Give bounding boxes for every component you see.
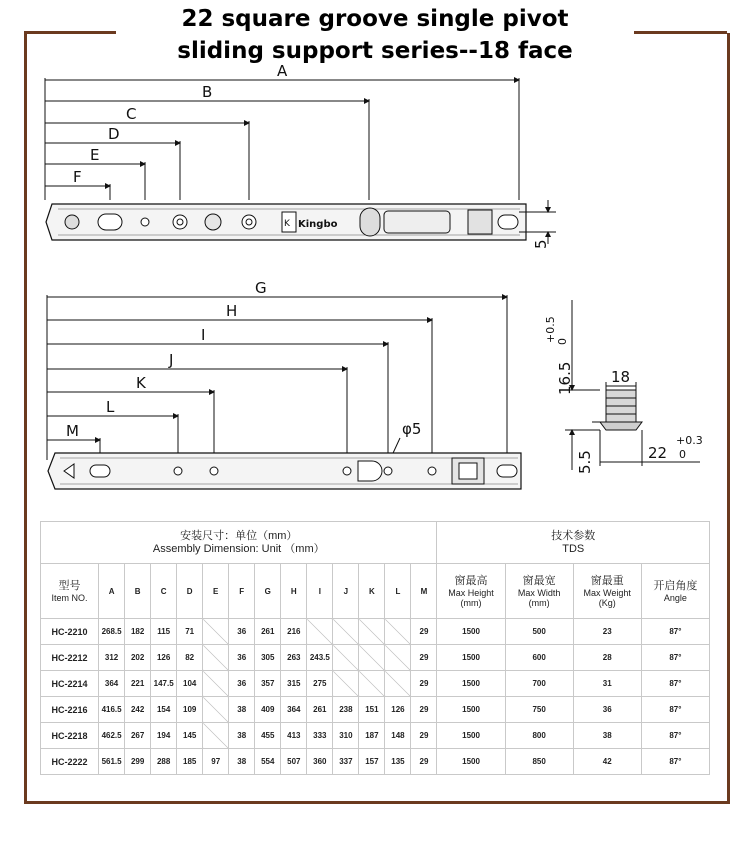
cell-height: 1500 (437, 671, 505, 697)
max-width-zh: 窗最宽 (522, 574, 556, 587)
cell-height: 1500 (437, 697, 505, 723)
dim-label-b: B (202, 83, 213, 101)
profile-base-width-label: 22 (648, 444, 668, 462)
cell-k (359, 645, 385, 671)
col-header-g: G (255, 564, 281, 619)
cell-c: 154 (151, 697, 177, 723)
cell-a: 416.5 (99, 697, 125, 723)
cell-item: HC-2212 (41, 645, 99, 671)
spec-table-body (41, 619, 710, 775)
cell-g: 554 (255, 749, 281, 775)
cell-height: 1500 (437, 645, 505, 671)
tds-header-zh: 技术参数 (551, 529, 596, 542)
cell-f: 38 (229, 697, 255, 723)
dim-label-side-5: 5 (532, 239, 550, 249)
cell-i (307, 619, 333, 645)
cell-g: 261 (255, 619, 281, 645)
angle-en: Angle (663, 592, 687, 603)
max-weight-header (573, 564, 641, 619)
cell-d: 109 (177, 697, 203, 723)
cell-k (359, 671, 385, 697)
table-row (41, 749, 710, 775)
cell-c: 288 (151, 749, 177, 775)
col-header-h: H (281, 564, 307, 619)
cell-m: 29 (411, 697, 437, 723)
cell-h: 263 (281, 645, 307, 671)
col-header-k: K (359, 564, 385, 619)
cell-c: 126 (151, 645, 177, 671)
cell-angle: 87° (641, 723, 709, 749)
cell-b: 202 (125, 645, 151, 671)
cell-m: 29 (411, 645, 437, 671)
cell-weight: 31 (573, 671, 641, 697)
cell-item: HC-2222 (41, 749, 99, 775)
cell-b: 221 (125, 671, 151, 697)
dim-label-c: C (126, 105, 137, 123)
cell-h: 315 (281, 671, 307, 697)
cell-j: 337 (333, 749, 359, 775)
col-header-b: B (125, 564, 151, 619)
max-width-en: Max Width (517, 587, 561, 598)
top-rail (46, 204, 526, 240)
cell-a: 268.5 (99, 619, 125, 645)
col-header-j: J (333, 564, 359, 619)
cell-k: 187 (359, 723, 385, 749)
dim-label-k: K (136, 374, 146, 392)
dim-label-i: I (201, 326, 206, 344)
column-header-row (41, 564, 710, 619)
dim-label-d: D (108, 125, 120, 143)
cell-angle: 87° (641, 749, 709, 775)
cell-b: 267 (125, 723, 151, 749)
cell-l: 135 (385, 749, 411, 775)
cell-m: 29 (411, 749, 437, 775)
cell-i: 360 (307, 749, 333, 775)
cell-item: HC-2218 (41, 723, 99, 749)
cell-angle: 87° (641, 645, 709, 671)
cell-width: 500 (505, 619, 573, 645)
tds-header (437, 522, 710, 564)
col-header-a: A (99, 564, 125, 619)
hole-diameter-label: φ5 (402, 420, 422, 438)
cell-weight: 23 (573, 619, 641, 645)
cell-angle: 87° (641, 671, 709, 697)
col-header-m: M (411, 564, 437, 619)
cell-width: 800 (505, 723, 573, 749)
cell-f: 38 (229, 749, 255, 775)
dim-label-f: F (73, 168, 82, 186)
tds-header-en: TDS (562, 542, 585, 555)
cell-d: 145 (177, 723, 203, 749)
title-line-1: 22 square groove single pivot (181, 6, 569, 32)
cell-j (333, 671, 359, 697)
cell-j (333, 619, 359, 645)
col-header-c: C (151, 564, 177, 619)
cell-height: 1500 (437, 619, 505, 645)
spec-table (40, 521, 710, 775)
angle-header (641, 564, 709, 619)
cell-h: 364 (281, 697, 307, 723)
cell-a: 561.5 (99, 749, 125, 775)
cell-g: 305 (255, 645, 281, 671)
cell-b: 299 (125, 749, 151, 775)
cell-c: 147.5 (151, 671, 177, 697)
table-row (41, 671, 710, 697)
cell-j: 238 (333, 697, 359, 723)
cell-i: 275 (307, 671, 333, 697)
cell-weight: 38 (573, 723, 641, 749)
cell-h: 216 (281, 619, 307, 645)
brand-label: Kingbo (298, 219, 338, 230)
cell-height: 1500 (437, 723, 505, 749)
cell-f: 36 (229, 645, 255, 671)
cell-item: HC-2214 (41, 671, 99, 697)
cell-k (359, 619, 385, 645)
max-height-unit: (mm) (460, 597, 482, 608)
cell-i: 333 (307, 723, 333, 749)
cell-j: 310 (333, 723, 359, 749)
cell-a: 462.5 (99, 723, 125, 749)
col-header-f: F (229, 564, 255, 619)
item-header-zh: 型号 (58, 579, 81, 592)
dim-label-m: M (66, 422, 79, 440)
cell-f: 36 (229, 671, 255, 697)
cell-item: HC-2216 (41, 697, 99, 723)
cell-e (203, 697, 229, 723)
cell-m: 29 (411, 671, 437, 697)
cell-e (203, 619, 229, 645)
cell-width: 700 (505, 671, 573, 697)
max-width-header (505, 564, 573, 619)
col-header-i: I (307, 564, 333, 619)
cell-h: 413 (281, 723, 307, 749)
cell-width: 600 (505, 645, 573, 671)
cell-width: 850 (505, 749, 573, 775)
cell-e (203, 723, 229, 749)
max-height-zh: 窗最高 (454, 574, 488, 587)
cell-angle: 87° (641, 619, 709, 645)
col-header-l: L (385, 564, 411, 619)
cell-height: 1500 (437, 749, 505, 775)
cell-b: 242 (125, 697, 151, 723)
dim-label-a: A (277, 62, 288, 80)
cell-e (203, 645, 229, 671)
col-header-d: D (177, 564, 203, 619)
dim-label-l: L (106, 398, 115, 416)
cell-f: 36 (229, 619, 255, 645)
svg-text:K: K (284, 219, 290, 229)
cell-item: HC-2210 (41, 619, 99, 645)
max-height-header (437, 564, 505, 619)
cell-width: 750 (505, 697, 573, 723)
bottom-dimension-lines (47, 295, 507, 460)
max-height-en: Max Height (448, 587, 494, 598)
cell-a: 364 (99, 671, 125, 697)
cell-d: 104 (177, 671, 203, 697)
cell-weight: 42 (573, 749, 641, 775)
item-header-en: Item NO. (51, 592, 88, 603)
cell-c: 115 (151, 619, 177, 645)
item-header (41, 564, 99, 619)
cell-g: 409 (255, 697, 281, 723)
cell-g: 357 (255, 671, 281, 697)
profile-base-tol-plus: +0.3 (676, 434, 703, 447)
cell-h: 507 (281, 749, 307, 775)
cell-m: 29 (411, 619, 437, 645)
cell-l (385, 671, 411, 697)
max-weight-en: Max Weight (583, 587, 631, 598)
cell-d: 71 (177, 619, 203, 645)
dim-label-j: J (169, 351, 174, 369)
cell-i: 261 (307, 697, 333, 723)
bottom-rail (48, 453, 521, 489)
cell-k: 157 (359, 749, 385, 775)
table-row (41, 723, 710, 749)
cell-g: 455 (255, 723, 281, 749)
cell-l (385, 619, 411, 645)
profile-height-label: 16.5 (556, 361, 574, 395)
dim-label-e: E (90, 146, 100, 164)
profile-base-tol-zero: 0 (679, 448, 686, 461)
profile-height-tol-zero: 0 (556, 338, 569, 345)
profile-base-height-label: 5.5 (576, 450, 594, 474)
assembly-header (41, 522, 437, 564)
dim-label-h: H (226, 302, 238, 320)
cell-weight: 36 (573, 697, 641, 723)
cell-l: 126 (385, 697, 411, 723)
table-row (41, 645, 710, 671)
table-row (41, 619, 710, 645)
cell-f: 38 (229, 723, 255, 749)
cell-l: 148 (385, 723, 411, 749)
cell-e: 97 (203, 749, 229, 775)
cell-e (203, 671, 229, 697)
cell-b: 182 (125, 619, 151, 645)
title-line-2: sliding support series--18 face (177, 38, 573, 64)
col-header-e: E (203, 564, 229, 619)
cell-k: 151 (359, 697, 385, 723)
cell-weight: 28 (573, 645, 641, 671)
dim-label-g: G (255, 279, 267, 297)
cell-i: 243.5 (307, 645, 333, 671)
max-weight-unit: (Kg) (598, 597, 616, 608)
max-width-unit: (mm) (528, 597, 550, 608)
cell-d: 82 (177, 645, 203, 671)
assembly-header-zh: 安装尺寸：单位（mm） (180, 529, 298, 542)
max-weight-zh: 窗最重 (590, 574, 624, 587)
table-row (41, 697, 710, 723)
profile-top-width-label: 18 (611, 368, 631, 386)
assembly-header-en: Assembly Dimension: Unit （mm） (152, 542, 325, 555)
cell-a: 312 (99, 645, 125, 671)
cell-l (385, 645, 411, 671)
cell-d: 185 (177, 749, 203, 775)
profile-height-tol-plus: +0.5 (544, 316, 557, 343)
cell-m: 29 (411, 723, 437, 749)
cell-c: 194 (151, 723, 177, 749)
angle-zh: 开启角度 (653, 579, 698, 592)
cell-j (333, 645, 359, 671)
cell-angle: 87° (641, 697, 709, 723)
